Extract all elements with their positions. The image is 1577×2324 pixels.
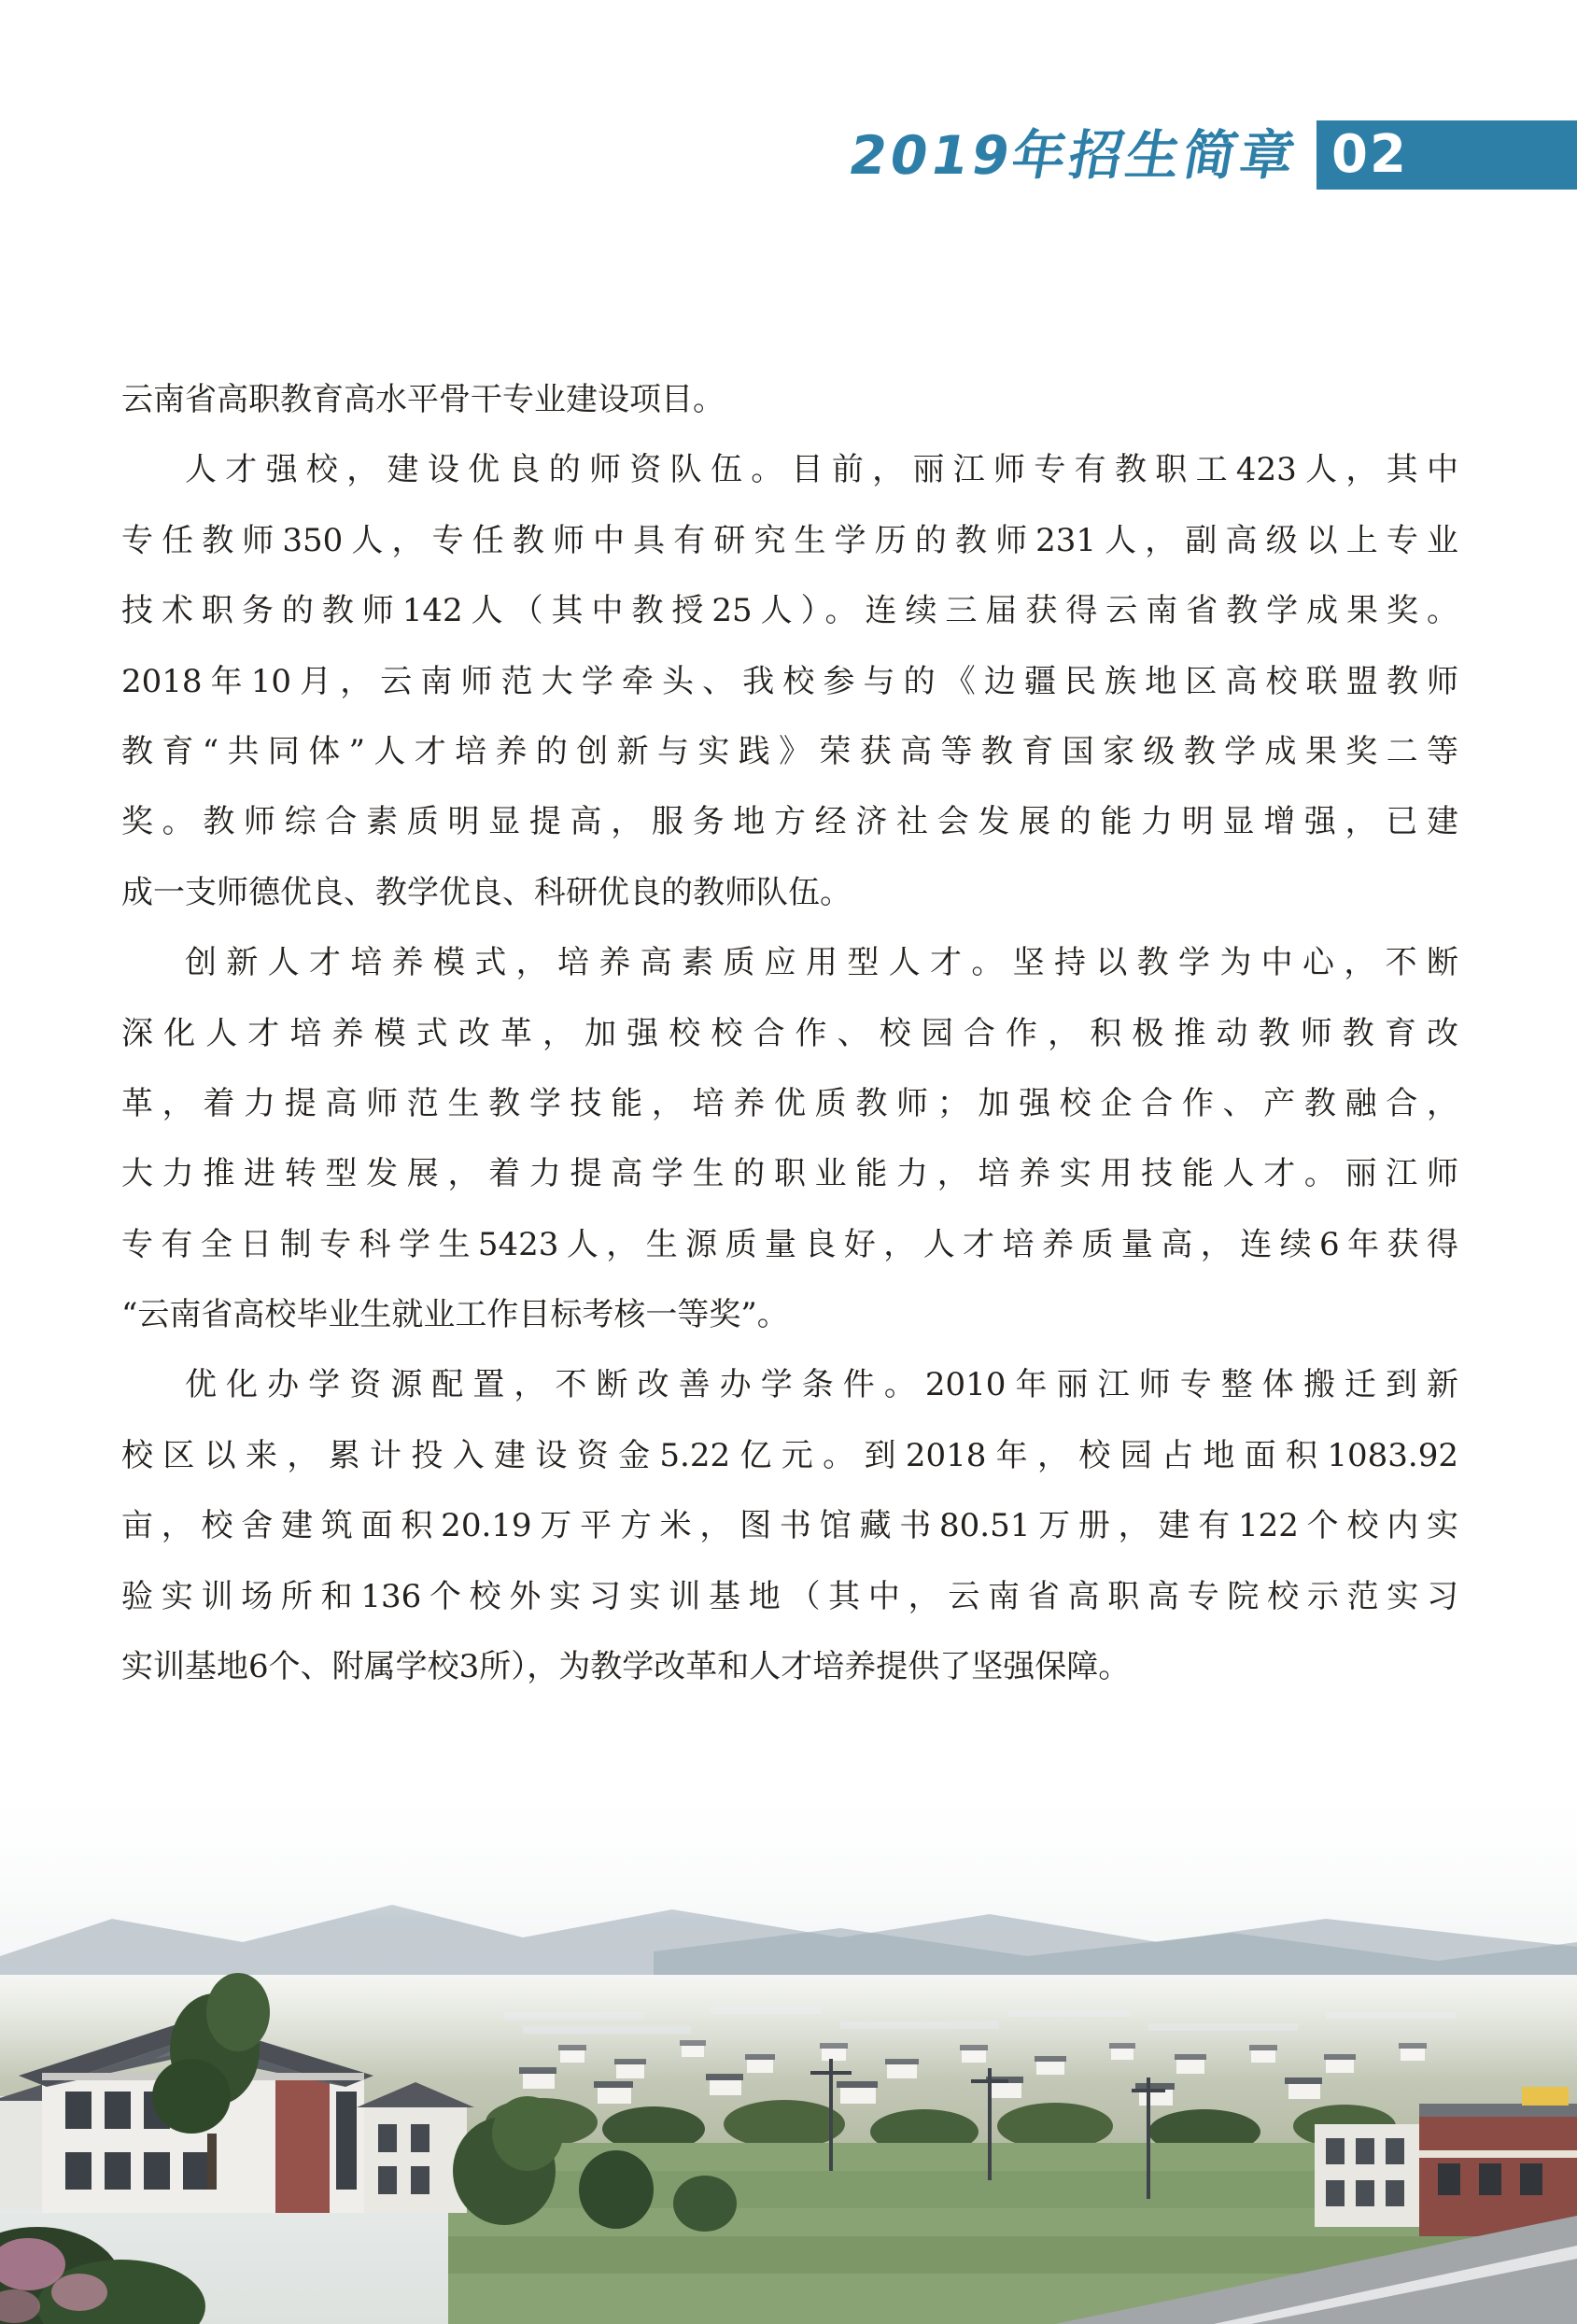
text-line: 奖。教师综合素质明显提高，服务地方经济社会发展的能力明显增强，已建 [121,803,1458,841]
text-line: 人才强校，建设优良的师资队伍。目前，丽江师专有教职工423人，其中 [185,451,1458,489]
text-line: 革，着力提高师范生教学技能，培养优质教师；加强校企合作、产教融合， [121,1084,1458,1122]
text-line: 教育“共同体”人才培养的创新与实践》荣获高等教育国家级教学成果奖二等 [121,732,1458,770]
photo-top-fade [0,1779,1577,1919]
page-number-box [1317,120,1577,190]
text-line: 专有全日制专科学生5423人，生源质量良好，人才培养质量高，连续6年获得 [121,1225,1458,1263]
text-line: 验实训场所和136个校外实习实训基地（其中，云南省高职高专院校示范实习 [121,1577,1458,1615]
text-line: “云南省高校毕业生就业工作目标考核一等奖”。 [121,1296,789,1334]
text-line: 技术职务的教师142人（其中教授25人）。连续三届获得云南省教学成果奖。 [121,592,1458,630]
body-text [121,365,1458,1702]
header-title: 2019年招生简章 [844,125,1303,187]
text-line: 亩，校舍建筑面积20.19万平方米，图书馆藏书80.51万册，建有122个校内实 [121,1507,1458,1545]
text-line: 实训基地6个、附属学校3所），为教学改革和人才培养提供了坚强保障。 [121,1648,1131,1686]
shop-sign [1522,2087,1569,2106]
text-line: 2018年10月，云南师范大学牵头、我校参与的《边疆民族地区高校联盟教师 [121,662,1458,700]
text-line: 创新人才培养模式，培养高素质应用型人才。坚持以教学为中心，不断 [185,944,1458,982]
page-number: 02 [1331,124,1408,185]
text-line: 专任教师350人，专任教师中具有研究生学历的教师231人，副高级以上专业 [121,521,1458,559]
text-line: 云南省高职教育高水平骨干专业建设项目。 [121,381,725,418]
text-line: 大力推进转型发展，着力提高学生的职业能力，培养实用技能人才。丽江师 [121,1155,1458,1193]
text-line: 成一支师德优良、教学优良、科研优良的教师队伍。 [121,873,852,911]
text-line: 优化办学资源配置，不断改善办学条件。2010年丽江师专整体搬迁到新 [185,1366,1458,1404]
maroon-accent-wall [275,2073,330,2213]
text-line: 校区以来，累计投入建设资金5.22亿元。到2018年，校园占地面积1083.92 [121,1436,1458,1474]
text-line: 深化人才培养模式改革，加强校校合作、校园合作，积极推动教师教育改 [121,1014,1458,1052]
campus-photo [0,1779,1577,2324]
